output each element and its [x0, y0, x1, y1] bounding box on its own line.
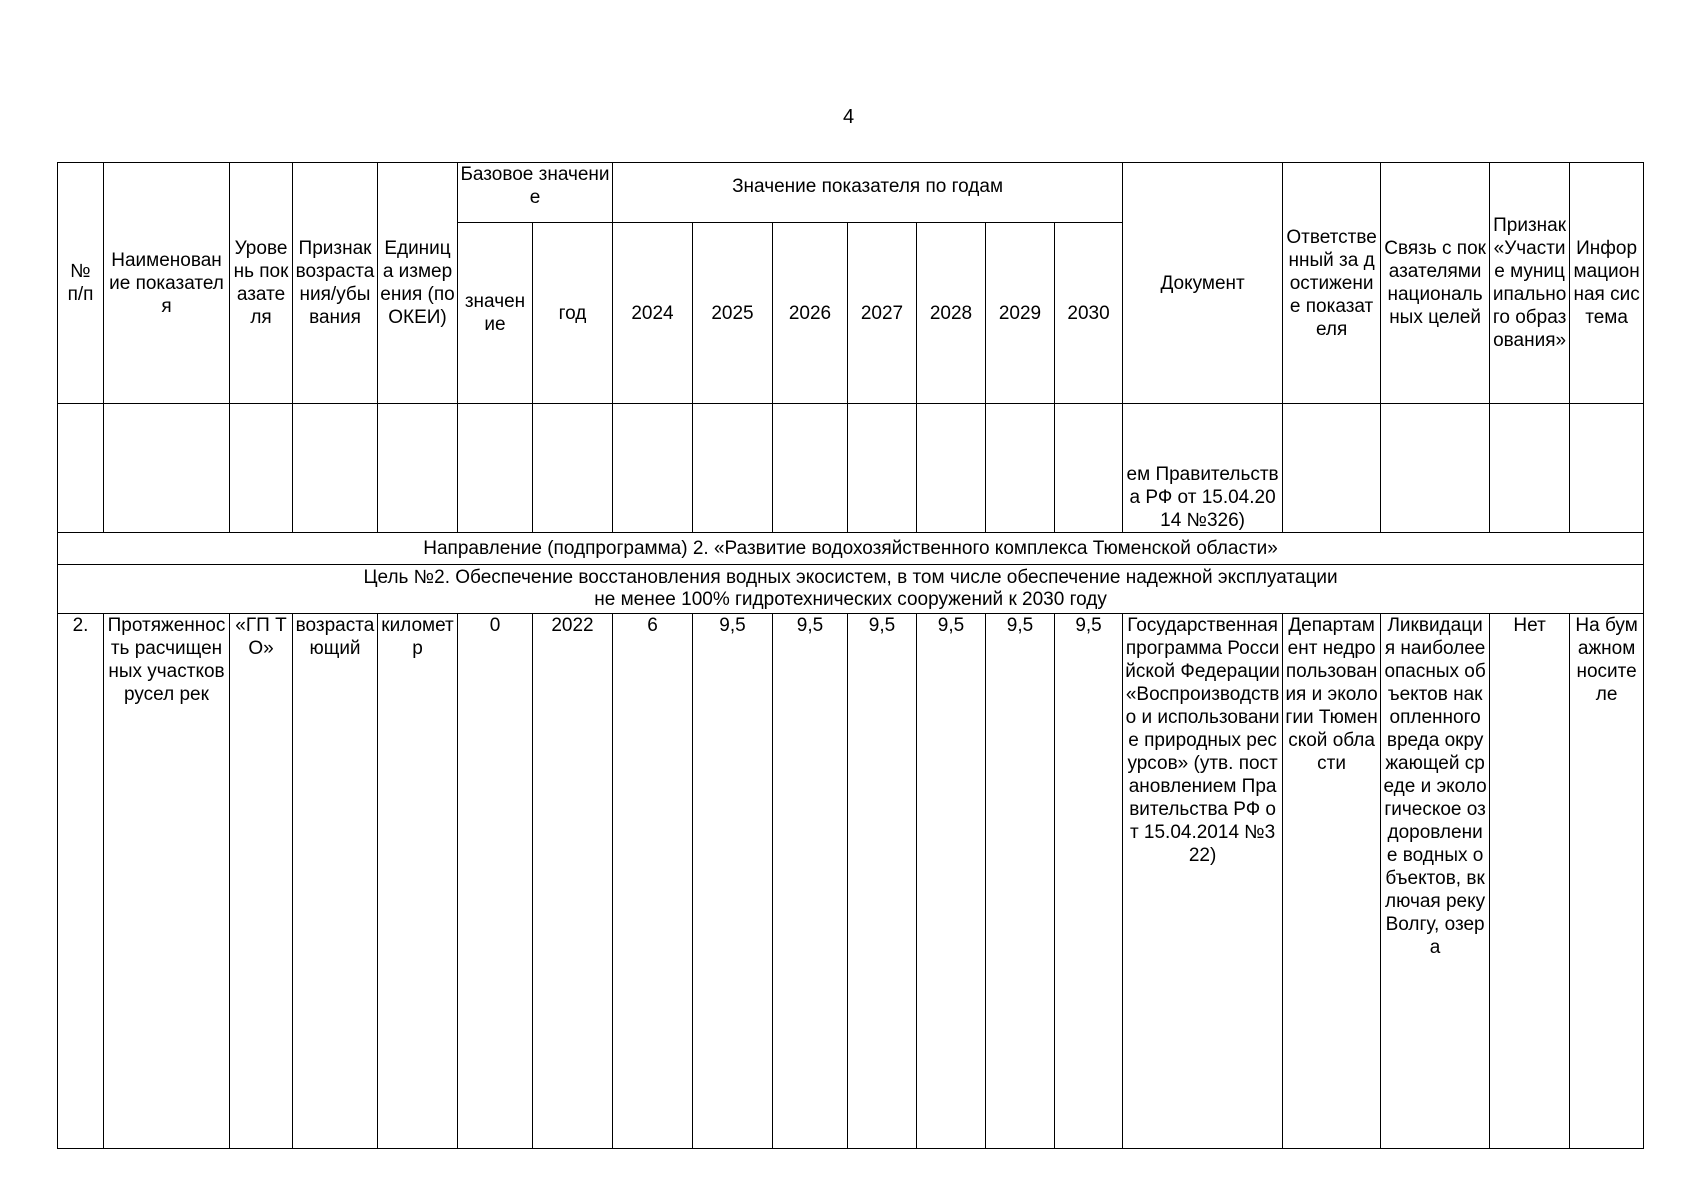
header-base-year: год: [533, 223, 613, 404]
header-link: Связь с показателями национальных целей: [1381, 163, 1490, 404]
goal-line-2: не менее 100% гидротехнических сооружений к 2030 году: [594, 589, 1107, 610]
header-info: Информационная система: [1570, 163, 1644, 404]
cell-value-2030: 9,5: [1055, 614, 1123, 1149]
cell-value-2027: 9,5: [848, 614, 917, 1149]
header-base-value: значение: [458, 223, 533, 404]
cell-link: Ликвидация наиболее опасных объектов накопленного вреда окружающей среде и экологическое оздоровление водных объектов, включая реку Волгу, озера: [1381, 614, 1490, 1149]
cell-value-2026: 9,5: [773, 614, 848, 1149]
cell-value-2028: 9,5: [917, 614, 986, 1149]
header-name: Наименование показателя: [104, 163, 230, 404]
header-municipal: Признак «Участие муниципального образования»: [1490, 163, 1570, 404]
cell-base-value: 0: [458, 614, 533, 1149]
header-year-2030: 2030: [1055, 223, 1123, 404]
cell-trend: возрастающий: [293, 614, 378, 1149]
cell-unit: километр: [378, 614, 458, 1149]
cell-responsible: Департамент недропользования и экологии Тюменской области: [1283, 614, 1381, 1149]
cell-level: «ГП ТО»: [230, 614, 293, 1149]
page-number: 4: [842, 106, 855, 128]
cell-municipal: Нет: [1490, 614, 1570, 1149]
header-year-2029: 2029: [986, 223, 1055, 404]
header-year-2027: 2027: [848, 223, 917, 404]
header-responsible: Ответственный за достижение показателя: [1283, 163, 1381, 404]
indicators-table: [57, 162, 1644, 1149]
table-row: [58, 614, 1644, 1149]
cell-value-2029: 9,5: [986, 614, 1055, 1149]
header-years-group: Значение показателя по годам: [613, 163, 1123, 223]
section-title: Направление (подпрограмма) 2. «Развитие водохозяйственного комплекса Тюменской области»: [58, 533, 1644, 565]
header-level: Уровень показателя: [230, 163, 293, 404]
header-year-2025: 2025: [693, 223, 773, 404]
goal-line-1: Цель №2. Обеспечение восстановления водных экосистем, в том числе обеспечение надежной эксплуатации: [363, 567, 1338, 588]
header-document: Документ: [1123, 163, 1283, 404]
header-unit: Единица измерения (по ОКЕИ): [378, 163, 458, 404]
header-year-2024: 2024: [613, 223, 693, 404]
cell-info: На бумажном носителе: [1570, 614, 1644, 1149]
cell-value-2024: 6: [613, 614, 693, 1149]
header-base-group: Базовое значение: [458, 163, 613, 223]
header-year-2028: 2028: [917, 223, 986, 404]
cell-document: Государственная программа Российской Федерации «Воспроизводство и использование природных ресурсов» (утв. постановлением Правительства РФ от 15.04.2014 №322): [1123, 614, 1283, 1149]
cell-value-2025: 9,5: [693, 614, 773, 1149]
goal-title: [58, 565, 1644, 614]
cell-base-year: 2022: [533, 614, 613, 1149]
continuation-row: [58, 404, 1644, 533]
header-trend: Признак возрастания/убывания: [293, 163, 378, 404]
continuation-document: ем Правительства РФ от 15.04.2014 №326): [1123, 404, 1283, 533]
header-year-2026: 2026: [773, 223, 848, 404]
cell-name: Протяженность расчищенных участков русел рек: [104, 614, 230, 1149]
cell-num: 2.: [58, 614, 104, 1149]
header-num: № п/п: [58, 163, 104, 404]
